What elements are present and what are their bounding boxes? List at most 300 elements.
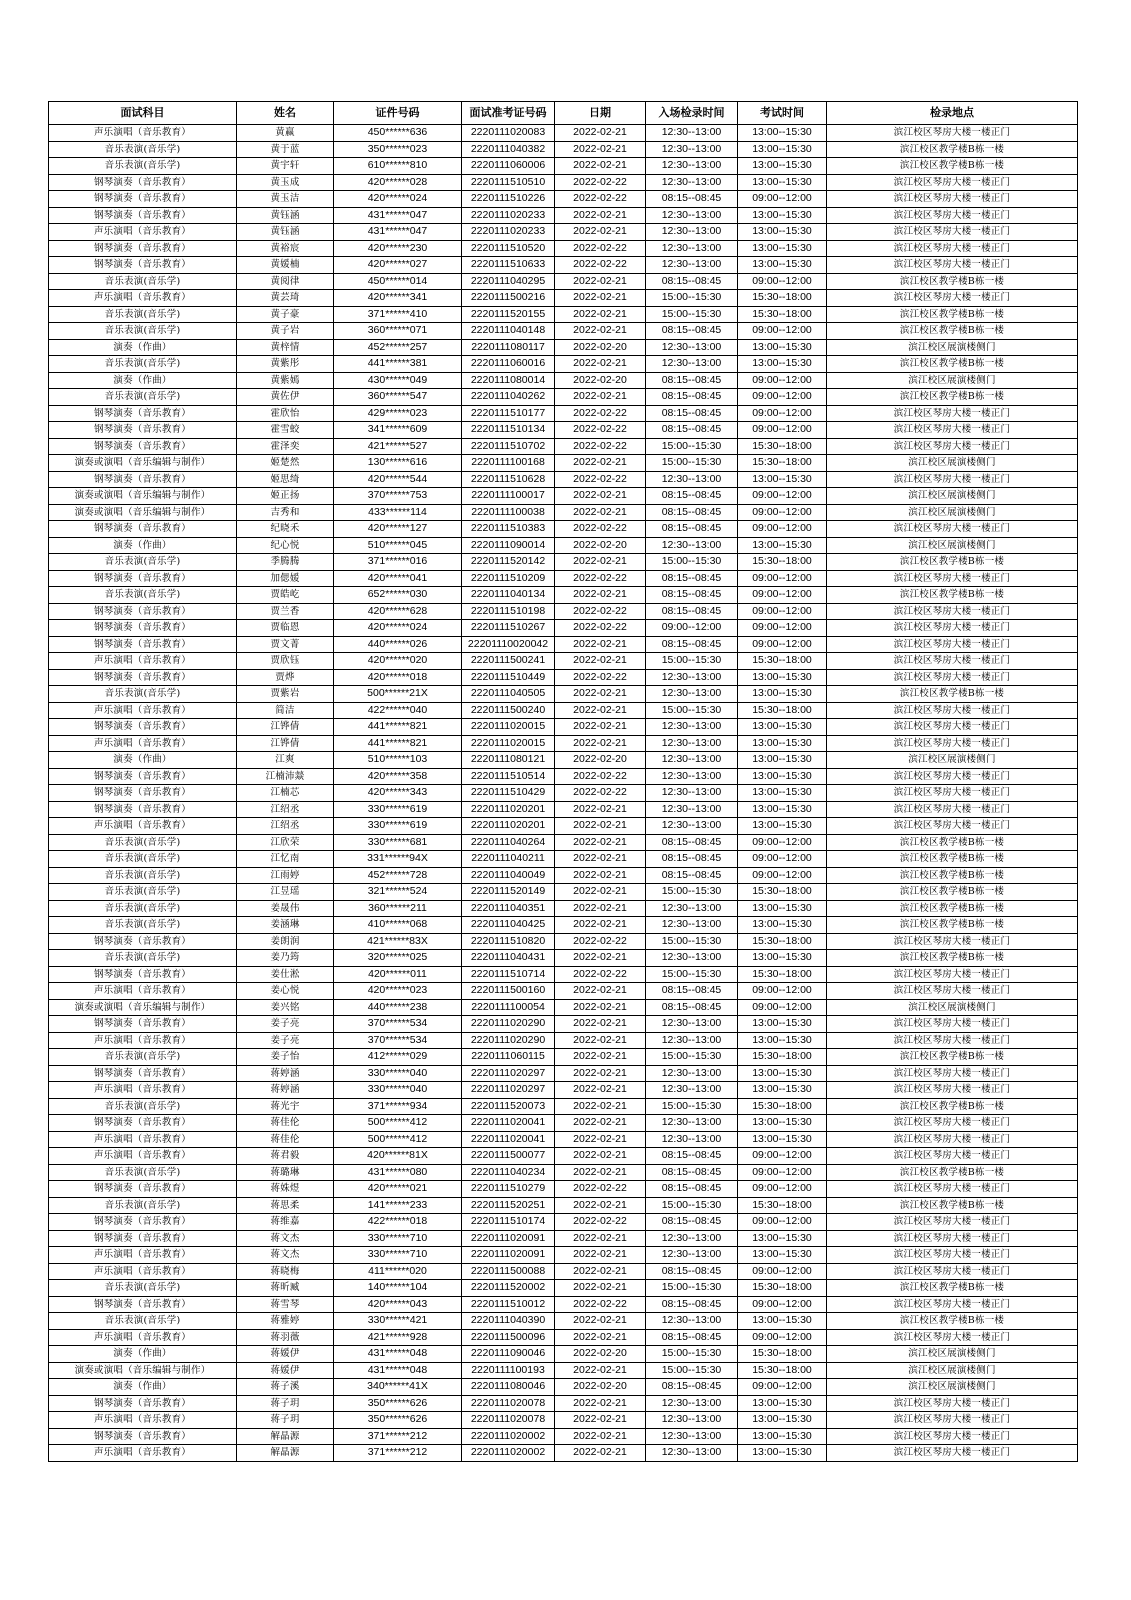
- name-cell: 黄赢: [237, 125, 334, 142]
- exam-time-cell: 09:00--12:00: [738, 570, 827, 587]
- name-cell: 贾欣钰: [237, 653, 334, 670]
- id-number-cell: 330******040: [334, 1082, 462, 1099]
- id-number-cell: 420******021: [334, 1181, 462, 1198]
- checkin-time-cell: 12:30--13:00: [646, 1230, 738, 1247]
- name-cell: 黄于蓝: [237, 141, 334, 158]
- date-cell: 2022-02-21: [555, 504, 646, 521]
- subject-cell: 演奏（作曲）: [49, 372, 237, 389]
- table-row: [49, 158, 1078, 175]
- checkin-time-cell: 08:15--08:45: [646, 1379, 738, 1396]
- location-cell: 滨江校区琴房大楼一楼正门: [827, 669, 1078, 686]
- header-name: 姓名: [237, 102, 334, 125]
- id-number-cell: 320******025: [334, 950, 462, 967]
- table-row: [49, 867, 1078, 884]
- exam-time-cell: 13:00--15:30: [738, 1428, 827, 1445]
- subject-cell: 音乐表演(音乐学): [49, 141, 237, 158]
- subject-cell: 演奏（作曲）: [49, 1346, 237, 1363]
- name-cell: 蒋雅婷: [237, 1313, 334, 1330]
- id-number-cell: 500******21X: [334, 686, 462, 703]
- location-cell: 滨江校区展演楼侧门: [827, 1362, 1078, 1379]
- location-cell: 滨江校区琴房大楼一楼正门: [827, 818, 1078, 835]
- id-number-cell: 412******029: [334, 1049, 462, 1066]
- date-cell: 2022-02-21: [555, 1049, 646, 1066]
- location-cell: 滨江校区教学楼B栋一楼: [827, 1164, 1078, 1181]
- location-cell: 滨江校区琴房大楼一楼正门: [827, 1082, 1078, 1099]
- id-number-cell: 652******030: [334, 587, 462, 604]
- location-cell: 滨江校区教学楼B栋一楼: [827, 686, 1078, 703]
- checkin-time-cell: 12:30--13:00: [646, 1032, 738, 1049]
- name-cell: 黄裕宸: [237, 240, 334, 257]
- id-number-cell: 340******41X: [334, 1379, 462, 1396]
- admission-number-cell: 2220111100038: [462, 504, 555, 521]
- exam-time-cell: 09:00--12:00: [738, 389, 827, 406]
- admission-number-cell: 2220111510012: [462, 1296, 555, 1313]
- name-cell: 江昱瑶: [237, 884, 334, 901]
- date-cell: 2022-02-20: [555, 339, 646, 356]
- exam-time-cell: 09:00--12:00: [738, 1329, 827, 1346]
- date-cell: 2022-02-21: [555, 1082, 646, 1099]
- id-number-cell: 371******212: [334, 1428, 462, 1445]
- subject-cell: 演奏或演唱（音乐编辑与制作）: [49, 1362, 237, 1379]
- date-cell: 2022-02-22: [555, 1296, 646, 1313]
- exam-time-cell: 09:00--12:00: [738, 191, 827, 208]
- id-number-cell: 371******410: [334, 306, 462, 323]
- table-row: [49, 224, 1078, 241]
- id-number-cell: 421******928: [334, 1329, 462, 1346]
- id-number-cell: 452******257: [334, 339, 462, 356]
- exam-time-cell: 15:30--18:00: [738, 290, 827, 307]
- date-cell: 2022-02-21: [555, 125, 646, 142]
- table-row: [49, 455, 1078, 472]
- checkin-time-cell: 08:15--08:45: [646, 1164, 738, 1181]
- exam-time-cell: 09:00--12:00: [738, 587, 827, 604]
- subject-cell: 钢琴演奏（音乐教育）: [49, 1395, 237, 1412]
- checkin-time-cell: 08:15--08:45: [646, 1214, 738, 1231]
- date-cell: 2022-02-21: [555, 1115, 646, 1132]
- subject-cell: 音乐表演(音乐学): [49, 389, 237, 406]
- checkin-time-cell: 08:15--08:45: [646, 1296, 738, 1313]
- id-number-cell: 420******343: [334, 785, 462, 802]
- admission-number-cell: 2220111100193: [462, 1362, 555, 1379]
- admission-number-cell: 2220111060016: [462, 356, 555, 373]
- checkin-time-cell: 08:15--08:45: [646, 999, 738, 1016]
- checkin-time-cell: 12:30--13:00: [646, 1445, 738, 1462]
- admission-number-cell: 2220111020015: [462, 735, 555, 752]
- header-date: 日期: [555, 102, 646, 125]
- id-number-cell: 441******821: [334, 735, 462, 752]
- subject-cell: 音乐表演(音乐学): [49, 900, 237, 917]
- date-cell: 2022-02-20: [555, 1379, 646, 1396]
- checkin-time-cell: 08:15--08:45: [646, 405, 738, 422]
- header-checkin-location: 检录地点: [827, 102, 1078, 125]
- date-cell: 2022-02-21: [555, 554, 646, 571]
- checkin-time-cell: 12:30--13:00: [646, 1247, 738, 1264]
- admission-number-cell: 2220111520251: [462, 1197, 555, 1214]
- exam-time-cell: 13:00--15:30: [738, 917, 827, 934]
- admission-number-cell: 2220111020290: [462, 1016, 555, 1033]
- subject-cell: 声乐演唱（音乐教育）: [49, 1247, 237, 1264]
- table-row: [49, 818, 1078, 835]
- id-number-cell: 420******028: [334, 174, 462, 191]
- table-row: [49, 389, 1078, 406]
- name-cell: 姜仕淞: [237, 966, 334, 983]
- subject-cell: 钢琴演奏（音乐教育）: [49, 1115, 237, 1132]
- id-number-cell: 420******020: [334, 653, 462, 670]
- date-cell: 2022-02-20: [555, 1346, 646, 1363]
- id-number-cell: 510******103: [334, 752, 462, 769]
- admission-number-cell: 2220111020297: [462, 1065, 555, 1082]
- id-number-cell: 431******048: [334, 1362, 462, 1379]
- subject-cell: 钢琴演奏（音乐教育）: [49, 438, 237, 455]
- checkin-time-cell: 12:30--13:00: [646, 240, 738, 257]
- admission-number-cell: 2220111510714: [462, 966, 555, 983]
- subject-cell: 钢琴演奏（音乐教育）: [49, 570, 237, 587]
- header-id-number: 证件号码: [334, 102, 462, 125]
- location-cell: 滨江校区琴房大楼一楼正门: [827, 224, 1078, 241]
- subject-cell: 声乐演唱（音乐教育）: [49, 1445, 237, 1462]
- date-cell: 2022-02-21: [555, 1280, 646, 1297]
- id-number-cell: 510******045: [334, 537, 462, 554]
- name-cell: 黄玉洁: [237, 191, 334, 208]
- admission-number-cell: 2220111080117: [462, 339, 555, 356]
- table-row: [49, 290, 1078, 307]
- checkin-time-cell: 12:30--13:00: [646, 785, 738, 802]
- exam-time-cell: 13:00--15:30: [738, 669, 827, 686]
- subject-cell: 钢琴演奏（音乐教育）: [49, 1296, 237, 1313]
- table-row: [49, 1197, 1078, 1214]
- subject-cell: 钢琴演奏（音乐教育）: [49, 669, 237, 686]
- header-checkin-time: 入场检录时间: [646, 102, 738, 125]
- id-number-cell: 450******636: [334, 125, 462, 142]
- table-row: [49, 1263, 1078, 1280]
- table-row: [49, 1362, 1078, 1379]
- checkin-time-cell: 08:15--08:45: [646, 636, 738, 653]
- id-number-cell: 330******681: [334, 834, 462, 851]
- name-cell: 江爽: [237, 752, 334, 769]
- name-cell: 黄钰涵: [237, 224, 334, 241]
- name-cell: 蒋婷涵: [237, 1082, 334, 1099]
- table-row: [49, 306, 1078, 323]
- location-cell: 滨江校区展演楼侧门: [827, 488, 1078, 505]
- id-number-cell: 450******014: [334, 273, 462, 290]
- checkin-time-cell: 08:15--08:45: [646, 488, 738, 505]
- subject-cell: 音乐表演(音乐学): [49, 867, 237, 884]
- subject-cell: 钢琴演奏（音乐教育）: [49, 1230, 237, 1247]
- admission-number-cell: 2220111100168: [462, 455, 555, 472]
- checkin-time-cell: 12:30--13:00: [646, 818, 738, 835]
- admission-number-cell: 2220111020091: [462, 1247, 555, 1264]
- admission-number-cell: 2220111510198: [462, 603, 555, 620]
- name-cell: 贾临恩: [237, 620, 334, 637]
- subject-cell: 声乐演唱（音乐教育）: [49, 653, 237, 670]
- name-cell: 江楠芯: [237, 785, 334, 802]
- exam-time-cell: 09:00--12:00: [738, 867, 827, 884]
- table-row: [49, 273, 1078, 290]
- checkin-time-cell: 12:30--13:00: [646, 471, 738, 488]
- location-cell: 滨江校区琴房大楼一楼正门: [827, 471, 1078, 488]
- exam-time-cell: 09:00--12:00: [738, 603, 827, 620]
- date-cell: 2022-02-21: [555, 1263, 646, 1280]
- table-row: [49, 900, 1078, 917]
- exam-time-cell: 09:00--12:00: [738, 323, 827, 340]
- id-number-cell: 420******341: [334, 290, 462, 307]
- location-cell: 滨江校区琴房大楼一楼正门: [827, 405, 1078, 422]
- admission-number-cell: 2220111510383: [462, 521, 555, 538]
- date-cell: 2022-02-20: [555, 752, 646, 769]
- exam-time-cell: 09:00--12:00: [738, 1148, 827, 1165]
- table-row: [49, 191, 1078, 208]
- id-number-cell: 331******94X: [334, 851, 462, 868]
- exam-time-cell: 09:00--12:00: [738, 273, 827, 290]
- location-cell: 滨江校区琴房大楼一楼正门: [827, 1115, 1078, 1132]
- admission-number-cell: 2220111020233: [462, 224, 555, 241]
- admission-number-cell: 2220111020078: [462, 1412, 555, 1429]
- subject-cell: 演奏或演唱（音乐编辑与制作）: [49, 999, 237, 1016]
- admission-number-cell: 2220111500240: [462, 702, 555, 719]
- table-row: [49, 950, 1078, 967]
- name-cell: 贾文菁: [237, 636, 334, 653]
- name-cell: 蒋佳伦: [237, 1115, 334, 1132]
- table-row: [49, 174, 1078, 191]
- name-cell: 江欣荣: [237, 834, 334, 851]
- subject-cell: 钢琴演奏（音乐教育）: [49, 257, 237, 274]
- subject-cell: 演奏（作曲）: [49, 339, 237, 356]
- name-cell: 黄梓情: [237, 339, 334, 356]
- subject-cell: 演奏（作曲）: [49, 752, 237, 769]
- checkin-time-cell: 12:30--13:00: [646, 686, 738, 703]
- table-row: [49, 1247, 1078, 1264]
- subject-cell: 声乐演唱（音乐教育）: [49, 1412, 237, 1429]
- exam-time-cell: 13:00--15:30: [738, 1230, 827, 1247]
- subject-cell: 演奏或演唱（音乐编辑与制作）: [49, 455, 237, 472]
- location-cell: 滨江校区教学楼B栋一楼: [827, 306, 1078, 323]
- exam-time-cell: 13:00--15:30: [738, 158, 827, 175]
- admission-number-cell: 2220111020078: [462, 1395, 555, 1412]
- id-number-cell: 420******027: [334, 257, 462, 274]
- table-row: [49, 933, 1078, 950]
- exam-time-cell: 13:00--15:30: [738, 900, 827, 917]
- subject-cell: 音乐表演(音乐学): [49, 1164, 237, 1181]
- name-cell: 江绍丞: [237, 818, 334, 835]
- exam-time-cell: 13:00--15:30: [738, 752, 827, 769]
- id-number-cell: 420******024: [334, 191, 462, 208]
- subject-cell: 钢琴演奏（音乐教育）: [49, 933, 237, 950]
- table-row: [49, 537, 1078, 554]
- subject-cell: 音乐表演(音乐学): [49, 1280, 237, 1297]
- admission-number-cell: 2220111040351: [462, 900, 555, 917]
- location-cell: 滨江校区教学楼B栋一楼: [827, 950, 1078, 967]
- admission-number-cell: 2220111040264: [462, 834, 555, 851]
- admission-number-cell: 2220111020201: [462, 801, 555, 818]
- subject-cell: 钢琴演奏（音乐教育）: [49, 174, 237, 191]
- exam-time-cell: 13:00--15:30: [738, 1412, 827, 1429]
- checkin-time-cell: 08:15--08:45: [646, 323, 738, 340]
- checkin-time-cell: 15:00--15:30: [646, 933, 738, 950]
- checkin-time-cell: 12:30--13:00: [646, 339, 738, 356]
- date-cell: 2022-02-22: [555, 620, 646, 637]
- date-cell: 2022-02-22: [555, 768, 646, 785]
- table-row: [49, 1313, 1078, 1330]
- checkin-time-cell: 15:00--15:30: [646, 966, 738, 983]
- name-cell: 蒋晓梅: [237, 1263, 334, 1280]
- name-cell: 姜涵琳: [237, 917, 334, 934]
- location-cell: 滨江校区教学楼B栋一楼: [827, 1098, 1078, 1115]
- table-row: [49, 620, 1078, 637]
- name-cell: 霍欣怡: [237, 405, 334, 422]
- checkin-time-cell: 15:00--15:30: [646, 438, 738, 455]
- exam-time-cell: 09:00--12:00: [738, 851, 827, 868]
- table-row: [49, 1131, 1078, 1148]
- subject-cell: 声乐演唱（音乐教育）: [49, 1131, 237, 1148]
- checkin-time-cell: 15:00--15:30: [646, 1098, 738, 1115]
- name-cell: 姬正扬: [237, 488, 334, 505]
- exam-time-cell: 15:30--18:00: [738, 702, 827, 719]
- location-cell: 滨江校区教学楼B栋一楼: [827, 884, 1078, 901]
- name-cell: 解晶源: [237, 1445, 334, 1462]
- checkin-time-cell: 15:00--15:30: [646, 290, 738, 307]
- name-cell: 黄芸琦: [237, 290, 334, 307]
- subject-cell: 声乐演唱（音乐教育）: [49, 1263, 237, 1280]
- location-cell: 滨江校区展演楼侧门: [827, 504, 1078, 521]
- subject-cell: 音乐表演(音乐学): [49, 917, 237, 934]
- checkin-time-cell: 12:30--13:00: [646, 1082, 738, 1099]
- table-row: [49, 669, 1078, 686]
- id-number-cell: 441******821: [334, 719, 462, 736]
- table-row: [49, 752, 1078, 769]
- subject-cell: 声乐演唱（音乐教育）: [49, 735, 237, 752]
- checkin-time-cell: 15:00--15:30: [646, 455, 738, 472]
- subject-cell: 音乐表演(音乐学): [49, 554, 237, 571]
- location-cell: 滨江校区琴房大楼一楼正门: [827, 735, 1078, 752]
- exam-time-cell: 13:00--15:30: [738, 174, 827, 191]
- checkin-time-cell: 09:00--12:00: [646, 620, 738, 637]
- subject-cell: 音乐表演(音乐学): [49, 323, 237, 340]
- subject-cell: 声乐演唱（音乐教育）: [49, 290, 237, 307]
- id-number-cell: 420******127: [334, 521, 462, 538]
- id-number-cell: 421******527: [334, 438, 462, 455]
- checkin-time-cell: 12:30--13:00: [646, 719, 738, 736]
- admission-number-cell: 2220111510174: [462, 1214, 555, 1231]
- date-cell: 2022-02-21: [555, 900, 646, 917]
- checkin-time-cell: 12:30--13:00: [646, 950, 738, 967]
- table-row: [49, 521, 1078, 538]
- table-row: [49, 207, 1078, 224]
- id-number-cell: 420******628: [334, 603, 462, 620]
- table-row: [49, 851, 1078, 868]
- name-cell: 江雨婷: [237, 867, 334, 884]
- table-row: [49, 1280, 1078, 1297]
- checkin-time-cell: 15:00--15:30: [646, 884, 738, 901]
- admission-number-cell: 2220111020002: [462, 1428, 555, 1445]
- name-cell: 江铧倩: [237, 719, 334, 736]
- exam-time-cell: 09:00--12:00: [738, 1379, 827, 1396]
- location-cell: 滨江校区教学楼B栋一楼: [827, 323, 1078, 340]
- subject-cell: 钢琴演奏（音乐教育）: [49, 1065, 237, 1082]
- id-number-cell: 452******728: [334, 867, 462, 884]
- location-cell: 滨江校区琴房大楼一楼正门: [827, 1131, 1078, 1148]
- table-row: [49, 570, 1078, 587]
- location-cell: 滨江校区教学楼B栋一楼: [827, 587, 1078, 604]
- date-cell: 2022-02-21: [555, 983, 646, 1000]
- admission-number-cell: 2220111510226: [462, 191, 555, 208]
- admission-number-cell: 2220111040382: [462, 141, 555, 158]
- subject-cell: 声乐演唱（音乐教育）: [49, 818, 237, 835]
- name-cell: 贾紫岩: [237, 686, 334, 703]
- exam-time-cell: 13:00--15:30: [738, 339, 827, 356]
- date-cell: 2022-02-22: [555, 405, 646, 422]
- table-row: [49, 917, 1078, 934]
- date-cell: 2022-02-21: [555, 290, 646, 307]
- id-number-cell: 350******626: [334, 1395, 462, 1412]
- date-cell: 2022-02-21: [555, 389, 646, 406]
- date-cell: 2022-02-21: [555, 587, 646, 604]
- exam-time-cell: 13:00--15:30: [738, 950, 827, 967]
- date-cell: 2022-02-20: [555, 537, 646, 554]
- id-number-cell: 341******609: [334, 422, 462, 439]
- table-row: [49, 240, 1078, 257]
- subject-cell: 演奏或演唱（音乐编辑与制作）: [49, 504, 237, 521]
- table-row: [49, 372, 1078, 389]
- table-row: [49, 1412, 1078, 1429]
- exam-time-cell: 15:30--18:00: [738, 554, 827, 571]
- subject-cell: 音乐表演(音乐学): [49, 884, 237, 901]
- admission-number-cell: 2220111510134: [462, 422, 555, 439]
- location-cell: 滨江校区展演楼侧门: [827, 1379, 1078, 1396]
- name-cell: 黄阅律: [237, 273, 334, 290]
- location-cell: 滨江校区琴房大楼一楼正门: [827, 1263, 1078, 1280]
- checkin-time-cell: 12:30--13:00: [646, 257, 738, 274]
- exam-time-cell: 09:00--12:00: [738, 1164, 827, 1181]
- name-cell: 黄钰涵: [237, 207, 334, 224]
- exam-time-cell: 13:00--15:30: [738, 818, 827, 835]
- checkin-time-cell: 15:00--15:30: [646, 554, 738, 571]
- checkin-time-cell: 12:30--13:00: [646, 768, 738, 785]
- exam-time-cell: 13:00--15:30: [738, 1445, 827, 1462]
- date-cell: 2022-02-22: [555, 1214, 646, 1231]
- id-number-cell: 330******710: [334, 1230, 462, 1247]
- exam-time-cell: 13:00--15:30: [738, 207, 827, 224]
- exam-time-cell: 13:00--15:30: [738, 1016, 827, 1033]
- location-cell: 滨江校区教学楼B栋一楼: [827, 834, 1078, 851]
- location-cell: 滨江校区琴房大楼一楼正门: [827, 1065, 1078, 1082]
- location-cell: 滨江校区琴房大楼一楼正门: [827, 1412, 1078, 1429]
- id-number-cell: 420******023: [334, 983, 462, 1000]
- exam-time-cell: 13:00--15:30: [738, 1131, 827, 1148]
- checkin-time-cell: 15:00--15:30: [646, 306, 738, 323]
- date-cell: 2022-02-21: [555, 488, 646, 505]
- admission-number-cell: 2220111510520: [462, 240, 555, 257]
- location-cell: 滨江校区教学楼B栋一楼: [827, 554, 1078, 571]
- date-cell: 2022-02-21: [555, 141, 646, 158]
- id-number-cell: 350******023: [334, 141, 462, 158]
- subject-cell: 钢琴演奏（音乐教育）: [49, 191, 237, 208]
- admission-number-cell: 2220111040211: [462, 851, 555, 868]
- table-row: [49, 983, 1078, 1000]
- date-cell: 2022-02-21: [555, 306, 646, 323]
- admission-number-cell: 2220111080121: [462, 752, 555, 769]
- date-cell: 2022-02-21: [555, 801, 646, 818]
- checkin-time-cell: 08:15--08:45: [646, 1181, 738, 1198]
- date-cell: 2022-02-21: [555, 834, 646, 851]
- admission-number-cell: 2220111020041: [462, 1115, 555, 1132]
- subject-cell: 钢琴演奏（音乐教育）: [49, 620, 237, 637]
- id-number-cell: 360******211: [334, 900, 462, 917]
- exam-time-cell: 15:30--18:00: [738, 884, 827, 901]
- name-cell: 江铧倩: [237, 735, 334, 752]
- subject-cell: 钢琴演奏（音乐教育）: [49, 207, 237, 224]
- date-cell: 2022-02-22: [555, 191, 646, 208]
- table-header: [49, 102, 1078, 125]
